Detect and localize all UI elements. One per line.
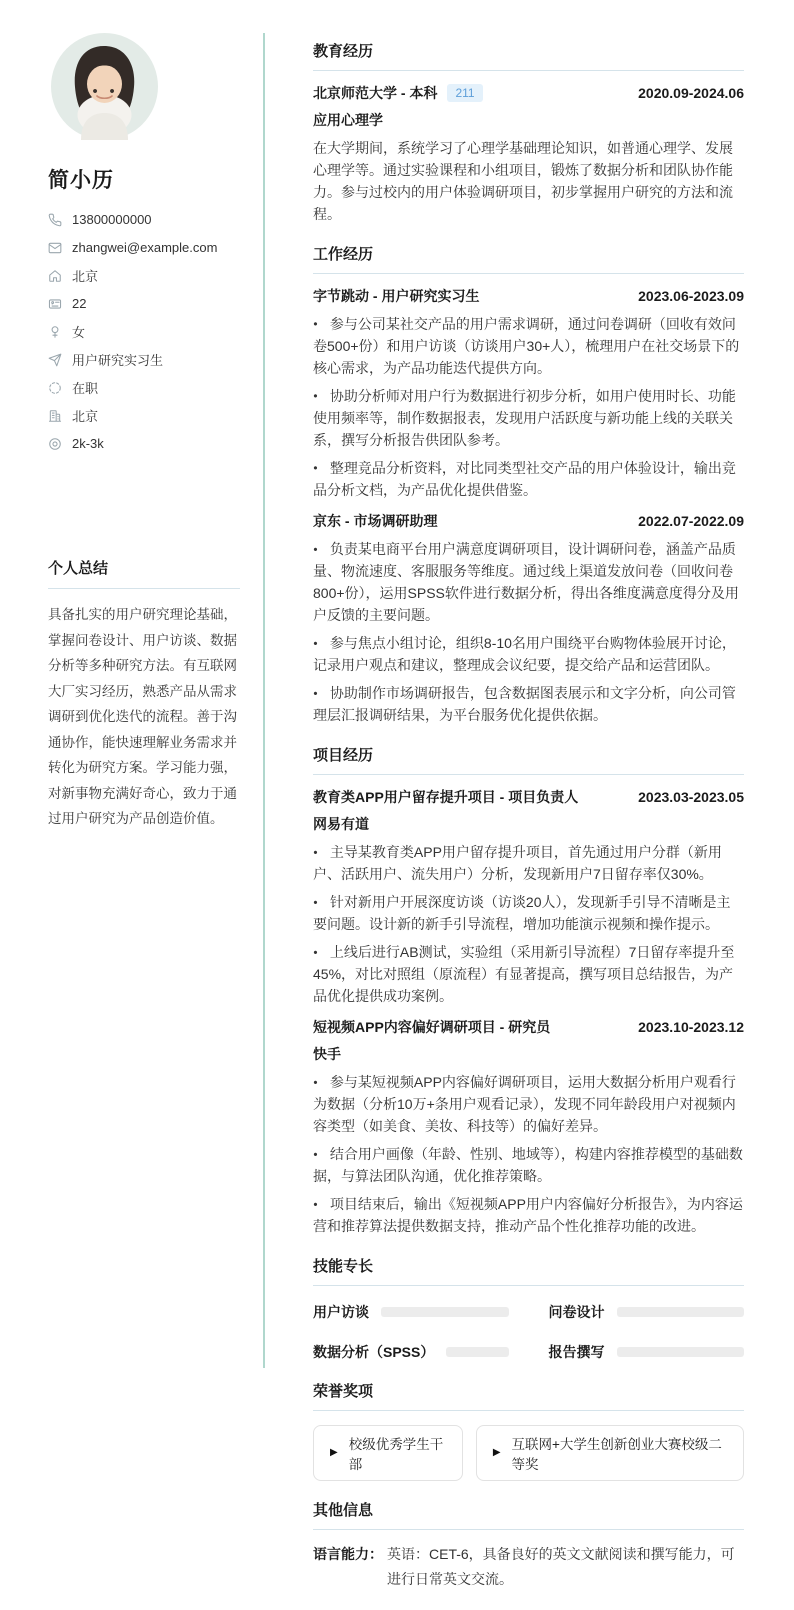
personal-summary-section	[48, 557, 240, 832]
work-date: 2022.07-2022.09	[638, 513, 744, 529]
play-icon: ▶	[492, 1447, 501, 1458]
bullet-item	[313, 385, 744, 451]
contact-value: 用户研究实习生	[72, 353, 164, 368]
bullet-dot: •	[313, 461, 318, 475]
bullet-text: 上线后进行AB测试，实验组（采用新引导流程）7日留存率提升至45%，对比对照组（原流程）有显著提高，撰写项目总结报告，为产品优化提供成功案例。	[313, 944, 735, 1004]
skill-label: 报告撰写	[548, 1344, 605, 1360]
bullet-dot: •	[313, 686, 318, 700]
status-icon	[48, 381, 62, 395]
contact-value: 北京	[72, 269, 99, 284]
contact-item-email	[48, 240, 240, 255]
bullet-text: 针对新用户开展深度访谈（访谈20人），发现新手引导不清晰是主要问题。设计新的新手引导流程，增加功能演示视频和操作提示。	[313, 894, 731, 932]
language-ability-row	[313, 1542, 744, 1592]
bullet-item	[313, 632, 744, 676]
sidebar	[48, 33, 240, 832]
skill-label: 数据分析（SPSS）	[313, 1344, 435, 1360]
id-card-icon	[48, 297, 62, 311]
education-date: 2020.09-2024.06	[638, 85, 744, 101]
bullet-item	[313, 538, 744, 626]
summary-title: 个人总结	[48, 557, 240, 589]
work-entry	[313, 511, 744, 726]
contact-item-location	[48, 268, 240, 283]
main-content	[313, 40, 744, 1610]
skill-label: 问卷设计	[548, 1304, 605, 1320]
project-name-role: 短视频APP内容偏好调研项目 - 研究员	[313, 1019, 551, 1035]
section-education	[313, 40, 744, 225]
bullet-dot: •	[313, 542, 318, 556]
contact-item-age	[48, 296, 240, 311]
contact-value: 北京	[72, 409, 99, 424]
bullet-dot: •	[313, 1147, 318, 1161]
contact-list	[48, 212, 240, 451]
company-position: 字节跳动 - 用户研究实习生	[313, 288, 480, 304]
honors-title: 荣誉奖项	[313, 1380, 744, 1411]
bullet-text: 协助制作市场调研报告，包含数据图表展示和文字分析，向公司管理层汇报调研结果，为平台服务优化提供依据。	[313, 685, 736, 723]
contact-item-gender	[48, 324, 240, 339]
project-entry	[313, 1017, 744, 1237]
avatar-photo-placeholder	[51, 33, 158, 140]
mail-icon	[48, 241, 62, 255]
honor-tag	[476, 1425, 744, 1481]
section-honors	[313, 1380, 744, 1481]
avatar	[51, 33, 158, 140]
work-entry	[313, 286, 744, 501]
skill-item	[549, 1302, 745, 1322]
contact-value: 在职	[72, 381, 99, 396]
contact-value: 女	[72, 325, 86, 340]
honor-label: 校级优秀学生干部	[348, 1437, 444, 1472]
contact-item-salary	[48, 436, 240, 451]
section-work	[313, 243, 744, 726]
honor-tag	[313, 1425, 463, 1481]
bullet-item	[313, 1071, 744, 1137]
section-skills	[313, 1255, 744, 1362]
honor-label: 互联网+大学生创新创业大赛校级二等奖	[511, 1437, 722, 1472]
skill-bar	[617, 1307, 745, 1317]
skill-bar	[446, 1347, 508, 1357]
contact-value: 22	[72, 296, 87, 311]
bullet-text: 参与某短视频APP内容偏好调研项目，运用大数据分析用户观看行为数据（分析10万+条用户观看记录），发现不同年龄段用户对视频内容类型（如美食、美妆、科技等）的偏好差异。	[313, 1074, 736, 1134]
home-icon	[48, 269, 62, 283]
contact-item-job-intention	[48, 352, 240, 367]
bullet-dot: •	[313, 845, 318, 859]
language-label: 语言能力：	[313, 1546, 383, 1562]
bullet-text: 整理竞品分析资料，对比同类型社交产品的用户体验设计，输出竞品分析文档，为产品优化提供借鉴。	[313, 460, 736, 498]
skills-grid	[313, 1302, 744, 1362]
bullet-text: 主导某教育类APP用户留存提升项目，首先通过用户分群（新用户、活跃用户、流失用户）分析，发现新用户7日留存率仅30%。	[313, 844, 722, 882]
bullet-text: 结合用户画像（年龄、性别、地域等），构建内容推荐模型的基础数据，与算法团队沟通，优化推荐策略。	[313, 1146, 743, 1184]
bullet-item	[313, 682, 744, 726]
person-name: 简小历	[48, 169, 114, 192]
contact-value: 2k-3k	[72, 436, 104, 451]
bullet-item	[313, 841, 744, 885]
work-title: 工作经历	[313, 243, 744, 274]
project-name-role: 教育类APP用户留存提升项目 - 项目负责人	[313, 789, 579, 805]
skill-bar	[617, 1347, 745, 1357]
section-other-info	[313, 1499, 744, 1592]
section-projects	[313, 744, 744, 1237]
bullet-item	[313, 941, 744, 1007]
contact-value: 13800000000	[72, 212, 152, 227]
building-icon	[48, 409, 62, 423]
contact-item-phone	[48, 212, 240, 227]
honor-list	[313, 1425, 744, 1481]
contact-item-status	[48, 380, 240, 395]
bullet-dot: •	[313, 945, 318, 959]
skill-item	[313, 1342, 509, 1362]
company-position: 京东 - 市场调研助理	[313, 513, 438, 529]
gender-icon	[48, 325, 62, 339]
bullet-item	[313, 313, 744, 379]
play-icon: ▶	[330, 1447, 338, 1458]
bullet-dot: •	[313, 317, 318, 331]
skill-label: 用户访谈	[313, 1304, 369, 1320]
major-name: 应用心理学	[313, 112, 383, 128]
bullet-text: 协助分析师对用户行为数据进行初步分析，如用户使用时长、功能使用频率等，制作数据报表，发现用户活跃度与新功能上线的关联关系，撰写分析报告供团队参考。	[313, 388, 736, 448]
phone-icon	[48, 213, 62, 227]
other-info-title: 其他信息	[313, 1499, 744, 1530]
summary-text: 具备扎实的用户研究理论基础，掌握问卷设计、用户访谈、数据分析等多种研究方法。有互联网大厂实习经历，熟悉产品从需求调研到优化迭代的流程。善于沟通协作，能快速理解业务需求并转化为研究方案。学习能力强，对新事物充满好奇心，致力于通过用户研究为产品创造价值。	[48, 607, 237, 826]
project-company: 网易有道	[313, 816, 369, 832]
contact-item-city	[48, 408, 240, 423]
bullet-item	[313, 891, 744, 935]
education-entry	[313, 83, 744, 225]
school-name: 北京师范大学 - 本科	[313, 85, 438, 101]
project-entry	[313, 787, 744, 1007]
skill-bar	[381, 1307, 509, 1317]
contact-value: zhangwei@example.com	[72, 240, 218, 255]
paper-plane-icon	[48, 353, 62, 367]
skill-item	[549, 1342, 745, 1362]
skills-title: 技能专长	[313, 1255, 744, 1286]
bullet-text: 项目结束后，输出《短视频APP用户内容偏好分析报告》，为内容运营和推荐算法提供数据支持，推动产品个性化推荐功能的改进。	[313, 1196, 743, 1234]
project-date: 2023.03-2023.05	[638, 789, 744, 805]
work-date: 2023.06-2023.09	[638, 288, 744, 304]
bullet-dot: •	[313, 636, 318, 650]
bullet-text: 参与公司某社交产品的用户需求调研，通过问卷调研（回收有效问卷500+份）和用户访谈（访谈用户30+人），梳理用户在社交场景下的核心需求，为产品功能迭代提供方向。	[313, 316, 740, 376]
bullet-item	[313, 1143, 744, 1187]
bullet-item	[313, 457, 744, 501]
projects-title: 项目经历	[313, 744, 744, 775]
bullet-dot: •	[313, 1075, 318, 1089]
project-date: 2023.10-2023.12	[638, 1019, 744, 1035]
education-description: 在大学期间，系统学习了心理学基础理论知识，如普通心理学、发展心理学等。通过实验课程和小组项目，锻炼了数据分析和团队协作能力。参与过校内的用户体验调研项目，初步掌握用户研究的方法和流程。	[313, 140, 733, 222]
bullet-dot: •	[313, 895, 318, 909]
bullet-dot: •	[313, 1197, 318, 1211]
vertical-divider	[263, 33, 265, 1368]
bullet-item	[313, 1193, 744, 1237]
bullet-dot: •	[313, 389, 318, 403]
language-text: 英语：CET-6，具备良好的英文文献阅读和撰写能力，可进行日常英文交流。	[387, 1546, 735, 1587]
bullet-text: 参与焦点小组讨论，组织8-10名用户围绕平台购物体验展开讨论，记录用户观点和建议，整理成会议纪要，提交给产品和运营团队。	[313, 635, 736, 673]
bullet-text: 负责某电商平台用户满意度调研项目，设计调研问卷，涵盖产品质量、物流速度、客服服务等维度。通过线上渠道发放问卷（回收问卷800+份），运用SPSS软件进行数据分析，得出各维度满意度得分及用户反馈的主要问题。	[313, 541, 739, 623]
badge-211: 211	[447, 84, 482, 102]
target-icon	[48, 437, 62, 451]
education-title: 教育经历	[313, 40, 744, 71]
skill-item	[313, 1302, 509, 1322]
project-company: 快手	[313, 1046, 341, 1062]
